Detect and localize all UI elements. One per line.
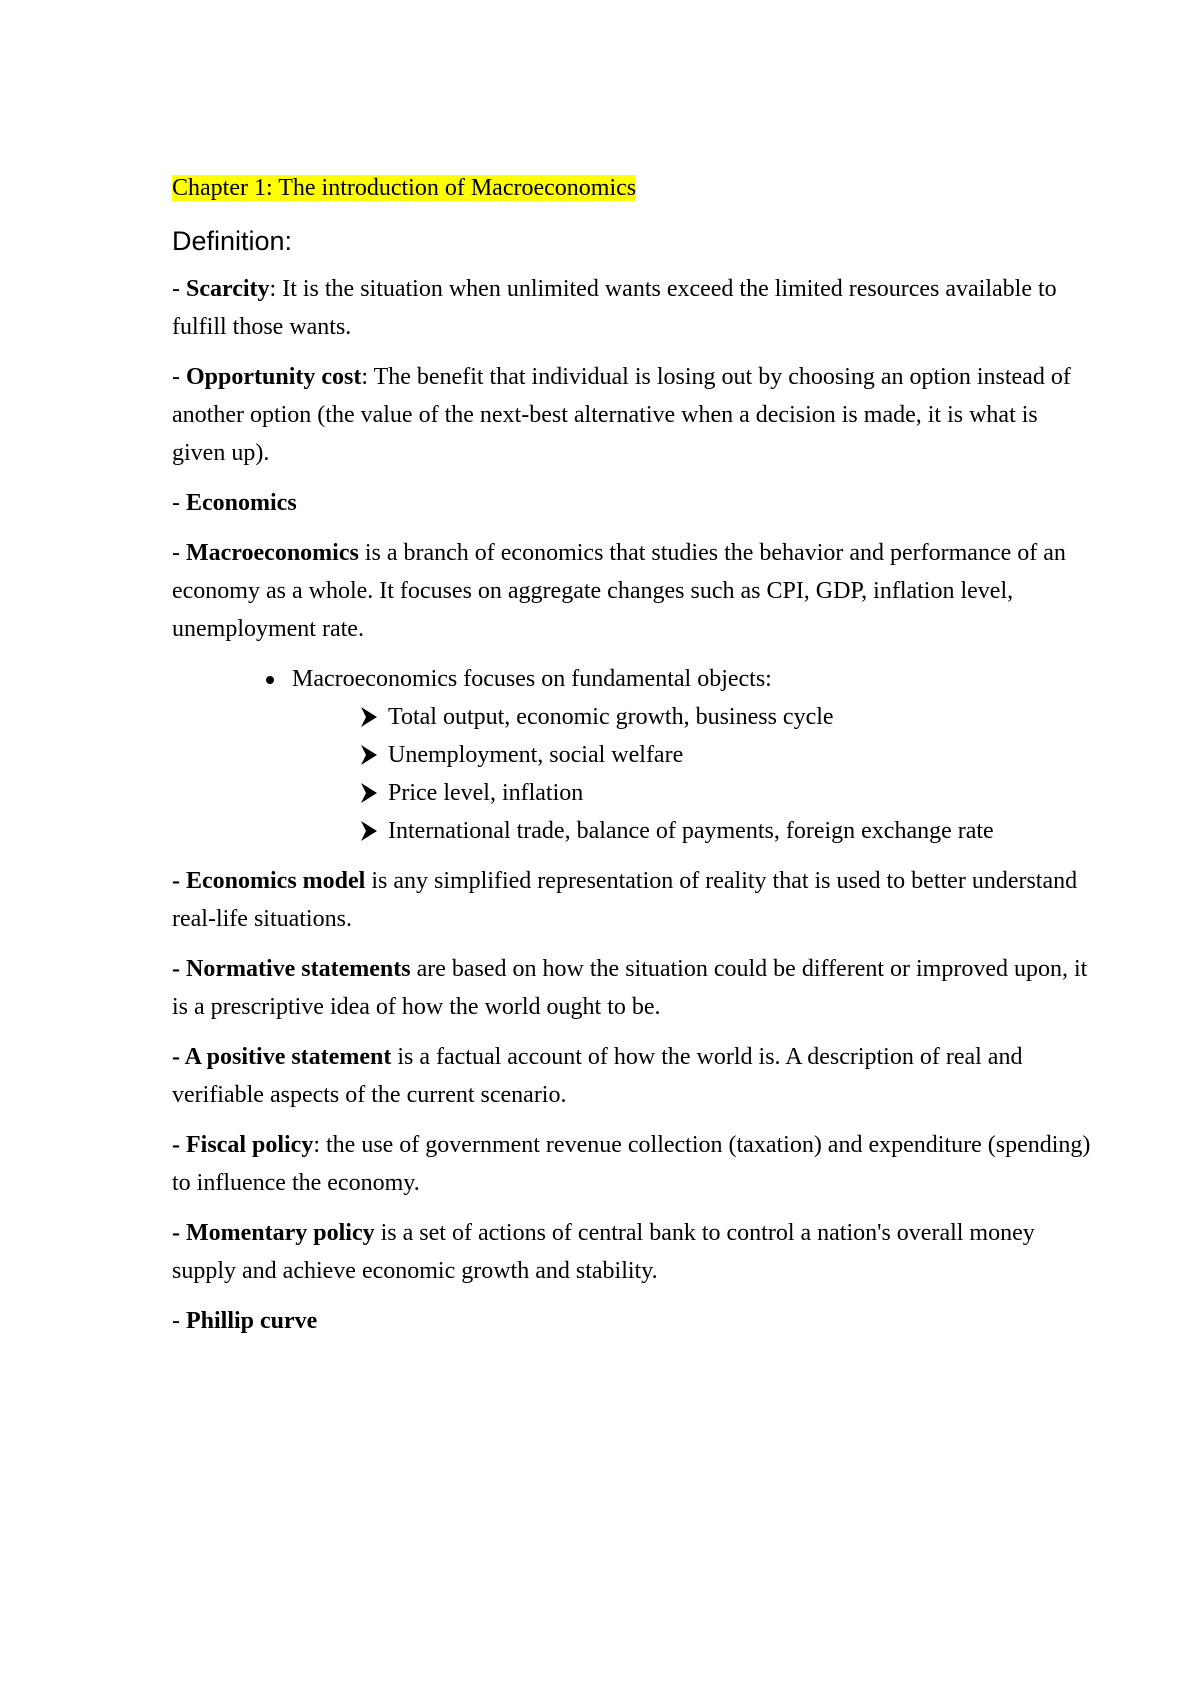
definition-text: : the use of government revenue collection (taxation) and expenditure (spending) to influence the economy. bbox=[172, 1132, 1091, 1196]
definition-text: are based on how the situation could be different or improved upon, it is a prescriptive idea of how the world ought to be. bbox=[172, 956, 1088, 1020]
definition-opportunity-cost bbox=[172, 358, 1092, 472]
definition-prefix: - bbox=[172, 490, 186, 516]
document-content bbox=[172, 172, 1092, 1340]
definition-term: - Momentary policy bbox=[172, 1220, 375, 1246]
bullet-dot-icon bbox=[266, 676, 274, 684]
focus-sub-list bbox=[172, 698, 1092, 850]
focus-sub-item-text: Unemployment, social welfare bbox=[388, 742, 684, 768]
definition-heading: Definition: bbox=[172, 226, 293, 256]
definition-text: is a set of actions of central bank to control a nation's overall money supply and achieve economic growth and stability. bbox=[172, 1220, 1035, 1284]
definition-scarcity bbox=[172, 270, 1092, 346]
definition-fiscal-policy bbox=[172, 1126, 1092, 1202]
definition-prefix: - bbox=[172, 276, 186, 302]
focus-sub-item bbox=[172, 736, 1092, 774]
definition-term: Macroeconomics bbox=[186, 540, 359, 566]
focus-bullet-text: Macroeconomics focuses on fundamental objects: bbox=[292, 666, 772, 692]
definition-positive-statement bbox=[172, 1038, 1092, 1114]
arrowhead-bullet-icon bbox=[358, 698, 380, 736]
focus-sub-item-text: Total output, economic growth, business cycle bbox=[388, 704, 834, 730]
definition-prefix: - bbox=[172, 364, 186, 390]
focus-sub-item bbox=[172, 698, 1092, 736]
definition-term: Scarcity bbox=[186, 276, 270, 302]
focus-bullet-item bbox=[172, 660, 1092, 698]
definition-momentary-policy bbox=[172, 1214, 1092, 1290]
definition-text: : The benefit that individual is losing out by choosing an option instead of another option (the value of the next-best alternative when a decision is made, it is what is given up). bbox=[172, 364, 1071, 466]
focus-sub-item-text: Price level, inflation bbox=[388, 780, 584, 806]
definition-term: - Economics model bbox=[172, 868, 366, 894]
definition-text: is a factual account of how the world is. A description of real and verifiable aspects of the current scenario. bbox=[172, 1044, 1023, 1108]
definition-term: Phillip curve bbox=[186, 1308, 318, 1334]
chapter-title-text: Chapter 1: The introduction of Macroeconomics bbox=[172, 175, 637, 201]
definition-text: is any simplified representation of reality that is used to better understand real-life situations. bbox=[172, 868, 1078, 932]
definition-term: - Fiscal policy bbox=[172, 1132, 314, 1158]
definition-normative-statements bbox=[172, 950, 1092, 1026]
chapter-title bbox=[172, 172, 1092, 204]
focus-sub-item bbox=[172, 774, 1092, 812]
definition-prefix: - bbox=[172, 1308, 186, 1334]
arrowhead-bullet-icon bbox=[358, 736, 380, 774]
definition-term: Economics bbox=[186, 490, 297, 516]
definition-term: Opportunity cost bbox=[186, 364, 362, 390]
focus-bullet-list bbox=[172, 660, 1092, 850]
definition-economics bbox=[172, 484, 1092, 522]
definition-term: - Normative statements bbox=[172, 956, 411, 982]
definition-economics-model bbox=[172, 862, 1092, 938]
definition-prefix: - bbox=[172, 540, 186, 566]
definition-text: is a branch of economics that studies the behavior and performance of an economy as a whole. It focuses on aggregate changes such as CPI, GDP, inflation level, unemployment rate. bbox=[172, 540, 1066, 642]
definition-phillip-curve bbox=[172, 1302, 1092, 1340]
arrowhead-bullet-icon bbox=[358, 774, 380, 812]
arrowhead-bullet-icon bbox=[358, 812, 380, 850]
definition-macroeconomics bbox=[172, 534, 1092, 648]
definition-term: - A positive statement bbox=[172, 1044, 392, 1070]
focus-sub-item-text: International trade, balance of payments, foreign exchange rate bbox=[388, 818, 994, 844]
definition-text: : It is the situation when unlimited wants exceed the limited resources available to fulfill those wants. bbox=[172, 276, 1057, 340]
focus-sub-item bbox=[172, 812, 1092, 850]
